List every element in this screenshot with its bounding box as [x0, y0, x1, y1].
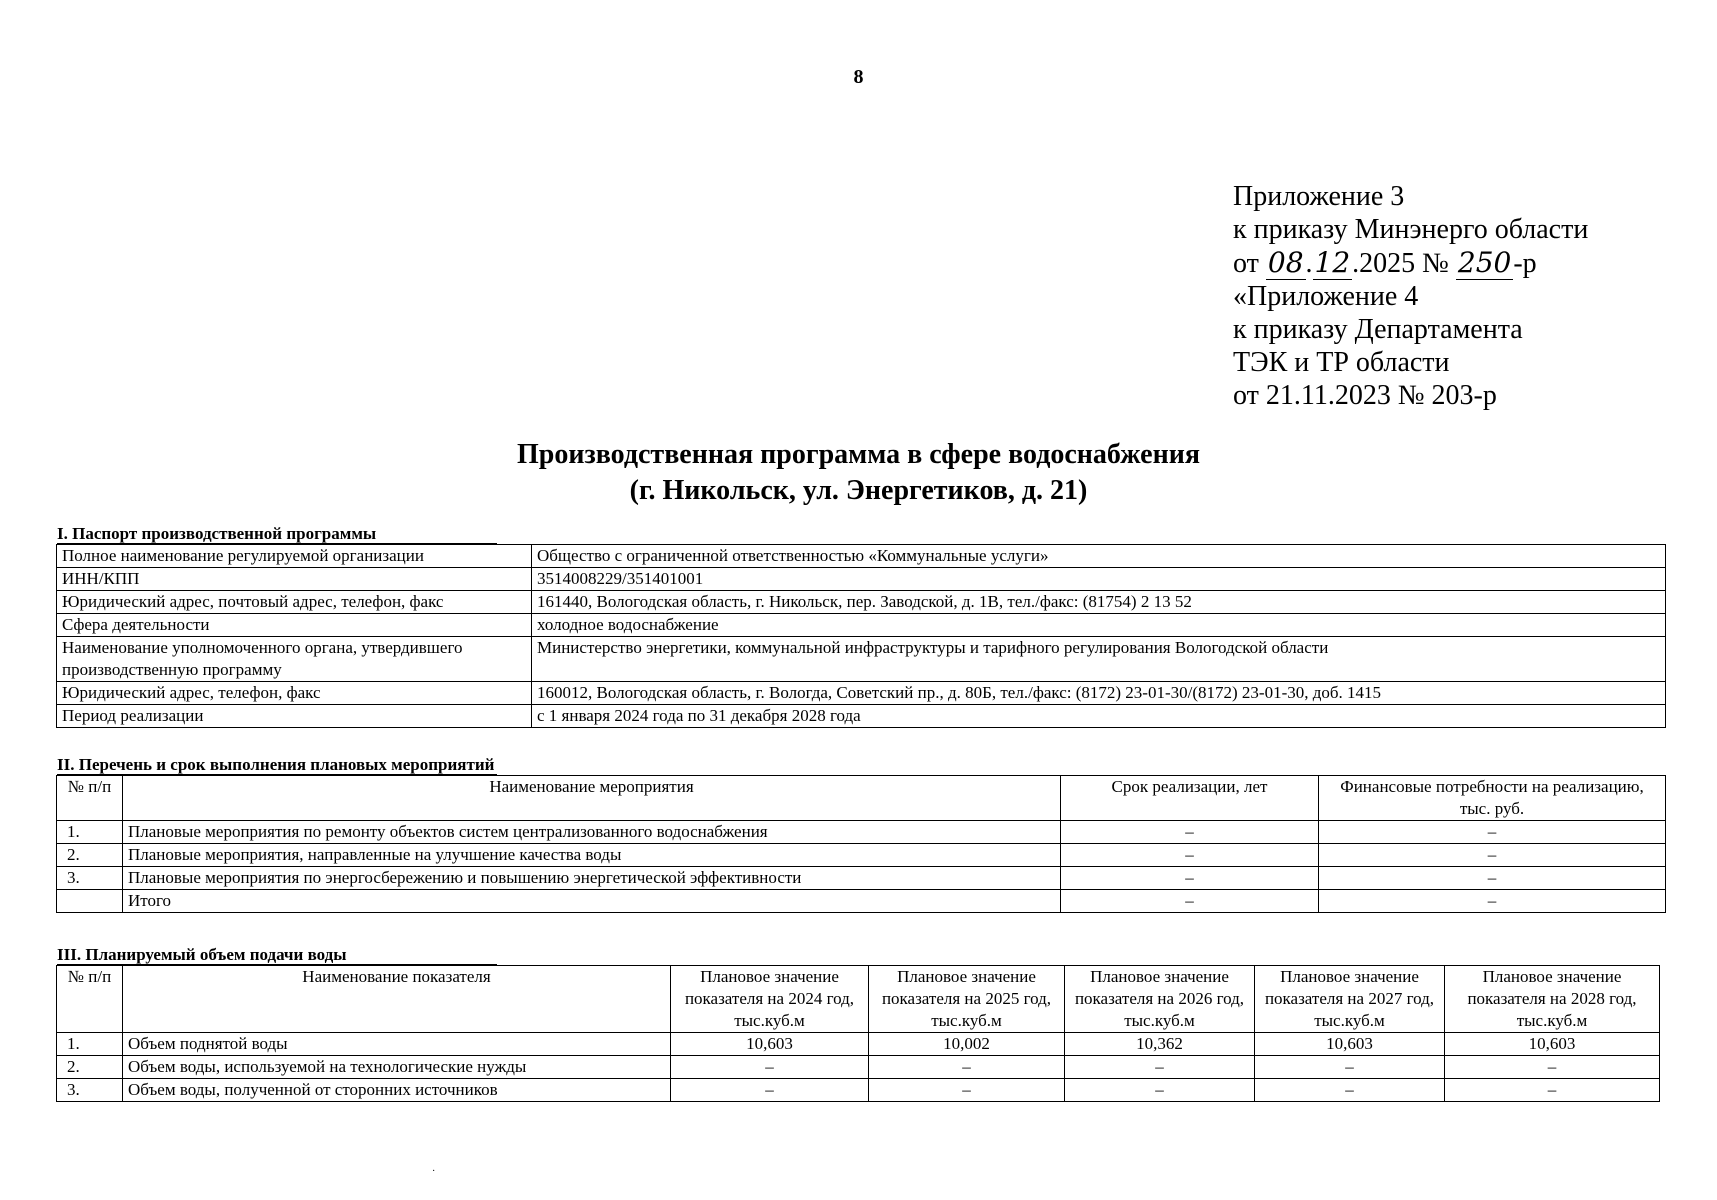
- row-number: 3.: [57, 1079, 123, 1102]
- row-number: [57, 890, 123, 913]
- passport-value: 160012, Вологодская область, г. Вологда, Советский пр., д. 80Б, тел./факс: (8172) 23-01-30/(8172) 23-01-30, доб. 1415: [532, 682, 1666, 705]
- measure-term: –: [1061, 890, 1319, 913]
- col-header-name: Наименование мероприятия: [123, 776, 1061, 821]
- table-row: [57, 890, 1666, 913]
- appendix-line: «Приложение 4: [1233, 281, 1419, 312]
- measures-section: [56, 756, 1666, 913]
- appendix-date-line: [1233, 246, 1588, 280]
- section-heading: I. Паспорт производственной программы: [57, 525, 497, 544]
- table-row: [57, 614, 1666, 637]
- value-y2028: –: [1445, 1079, 1660, 1102]
- table-row: [57, 705, 1666, 728]
- measures-table: [56, 775, 1666, 913]
- row-number: 1.: [57, 821, 123, 844]
- table-row: [57, 545, 1666, 568]
- value-y2026: 10,362: [1065, 1033, 1255, 1056]
- indicator-name: Объем поднятой воды: [123, 1033, 671, 1056]
- col-header-num: № п/п: [57, 776, 123, 821]
- value-y2025: –: [869, 1056, 1065, 1079]
- handwritten-month: 12: [1314, 246, 1351, 279]
- measure-finance: –: [1319, 890, 1666, 913]
- col-header-2025: Плановое значение показателя на 2025 год, тыс.куб.м: [869, 966, 1065, 1033]
- passport-value: 3514008229/351401001: [532, 568, 1666, 591]
- row-number: 3.: [57, 867, 123, 890]
- measure-finance: –: [1319, 867, 1666, 890]
- passport-label: Полное наименование регулируемой организации: [57, 545, 532, 568]
- title-line-1: Производственная программа в сфере водоснабжения: [516, 439, 1201, 470]
- passport-section: [56, 525, 1666, 728]
- appendix-line: Приложение 3: [1233, 181, 1405, 212]
- passport-label: Период реализации: [57, 705, 532, 728]
- passport-value: 161440, Вологодская область, г. Никольск, пер. Заводской, д. 1В, тел./факс: (81754) 2 13 52: [532, 591, 1666, 614]
- appendix-line: ТЭК и ТР области: [1233, 347, 1450, 378]
- appendix-line: к приказу Минэнерго области: [1233, 214, 1589, 245]
- passport-label: Юридический адрес, почтовый адрес, телефон, факс: [57, 591, 532, 614]
- appendix-block: [1233, 180, 1588, 412]
- appendix-line: к приказу Департамента: [1233, 314, 1523, 345]
- col-header-name: Наименование показателя: [123, 966, 671, 1033]
- value-y2027: –: [1255, 1079, 1445, 1102]
- table-row: [57, 1033, 1660, 1056]
- passport-label: Сфера деятельности: [57, 614, 532, 637]
- appendix-sep: .: [1305, 248, 1313, 279]
- passport-label: Наименование уполномоченного органа, утвердившего производственную программу: [57, 637, 532, 682]
- appendix-line: от 21.11.2023 № 203-р: [1233, 380, 1497, 411]
- table-row: [57, 568, 1666, 591]
- value-y2027: –: [1255, 1056, 1445, 1079]
- measure-name: Плановые мероприятия по энергосбережению и повышению энергетической эффективности: [123, 867, 1061, 890]
- value-y2024: 10,603: [671, 1033, 869, 1056]
- row-number: 1.: [57, 1033, 123, 1056]
- measure-finance: –: [1319, 821, 1666, 844]
- appendix-prefix: от: [1233, 248, 1266, 279]
- volume-section: [56, 946, 1660, 1102]
- table-row: [57, 867, 1666, 890]
- passport-value: Министерство энергетики, коммунальной инфраструктуры и тарифного регулирования Вологодской области: [532, 637, 1666, 682]
- table-row: [57, 637, 1666, 682]
- table-row: [57, 1056, 1660, 1079]
- scan-speck: ·: [432, 1166, 436, 1177]
- measure-finance: –: [1319, 844, 1666, 867]
- handwritten-day: 08: [1267, 246, 1304, 279]
- value-y2026: –: [1065, 1056, 1255, 1079]
- title-line-2: (г. Никольск, ул. Энергетиков, д. 21): [629, 475, 1088, 506]
- col-header-2027: Плановое значение показателя на 2027 год, тыс.куб.м: [1255, 966, 1445, 1033]
- measure-name: Итого: [123, 890, 1061, 913]
- volume-table: [56, 965, 1660, 1102]
- indicator-name: Объем воды, полученной от сторонних источников: [123, 1079, 671, 1102]
- table-header-row: [57, 966, 1660, 1033]
- value-y2027: 10,603: [1255, 1033, 1445, 1056]
- table-header-row: [57, 776, 1666, 821]
- col-header-2026: Плановое значение показателя на 2026 год, тыс.куб.м: [1065, 966, 1255, 1033]
- passport-table: [56, 544, 1666, 728]
- passport-value: с 1 января 2024 года по 31 декабря 2028 года: [532, 705, 1666, 728]
- page-number: 8: [853, 66, 864, 88]
- measure-name: Плановые мероприятия по ремонту объектов систем централизованного водоснабжения: [123, 821, 1061, 844]
- passport-label: Юридический адрес, телефон, факс: [57, 682, 532, 705]
- measure-name: Плановые мероприятия, направленные на улучшение качества воды: [123, 844, 1061, 867]
- passport-value: холодное водоснабжение: [532, 614, 1666, 637]
- col-header-term: Срок реализации, лет: [1061, 776, 1319, 821]
- col-header-num: № п/п: [57, 966, 123, 1033]
- table-row: [57, 682, 1666, 705]
- passport-label: ИНН/КПП: [57, 568, 532, 591]
- value-y2028: 10,603: [1445, 1033, 1660, 1056]
- section-heading: III. Планируемый объем подачи воды: [57, 946, 497, 965]
- value-y2025: –: [869, 1079, 1065, 1102]
- col-header-finance: Финансовые потребности на реализацию, тыс. руб.: [1319, 776, 1666, 821]
- col-header-2028: Плановое значение показателя на 2028 год, тыс.куб.м: [1445, 966, 1660, 1033]
- row-number: 2.: [57, 844, 123, 867]
- appendix-suffix: -р: [1513, 248, 1537, 279]
- table-row: [57, 591, 1666, 614]
- table-row: [57, 844, 1666, 867]
- measure-term: –: [1061, 821, 1319, 844]
- section-heading: II. Перечень и срок выполнения плановых мероприятий: [57, 756, 497, 775]
- passport-value: Общество с ограниченной ответственностью «Коммунальные услуги»: [532, 545, 1666, 568]
- table-row: [57, 821, 1666, 844]
- appendix-year: .2025 №: [1352, 248, 1456, 279]
- row-number: 2.: [57, 1056, 123, 1079]
- handwritten-number: 250: [1457, 246, 1512, 279]
- value-y2024: –: [671, 1079, 869, 1102]
- value-y2024: –: [671, 1056, 869, 1079]
- value-y2028: –: [1445, 1056, 1660, 1079]
- value-y2026: –: [1065, 1079, 1255, 1102]
- measure-term: –: [1061, 844, 1319, 867]
- col-header-2024: Плановое значение показателя на 2024 год, тыс.куб.м: [671, 966, 869, 1033]
- value-y2025: 10,002: [869, 1033, 1065, 1056]
- table-row: [57, 1079, 1660, 1102]
- measure-term: –: [1061, 867, 1319, 890]
- document-title: [0, 437, 1717, 509]
- indicator-name: Объем воды, используемой на технологические нужды: [123, 1056, 671, 1079]
